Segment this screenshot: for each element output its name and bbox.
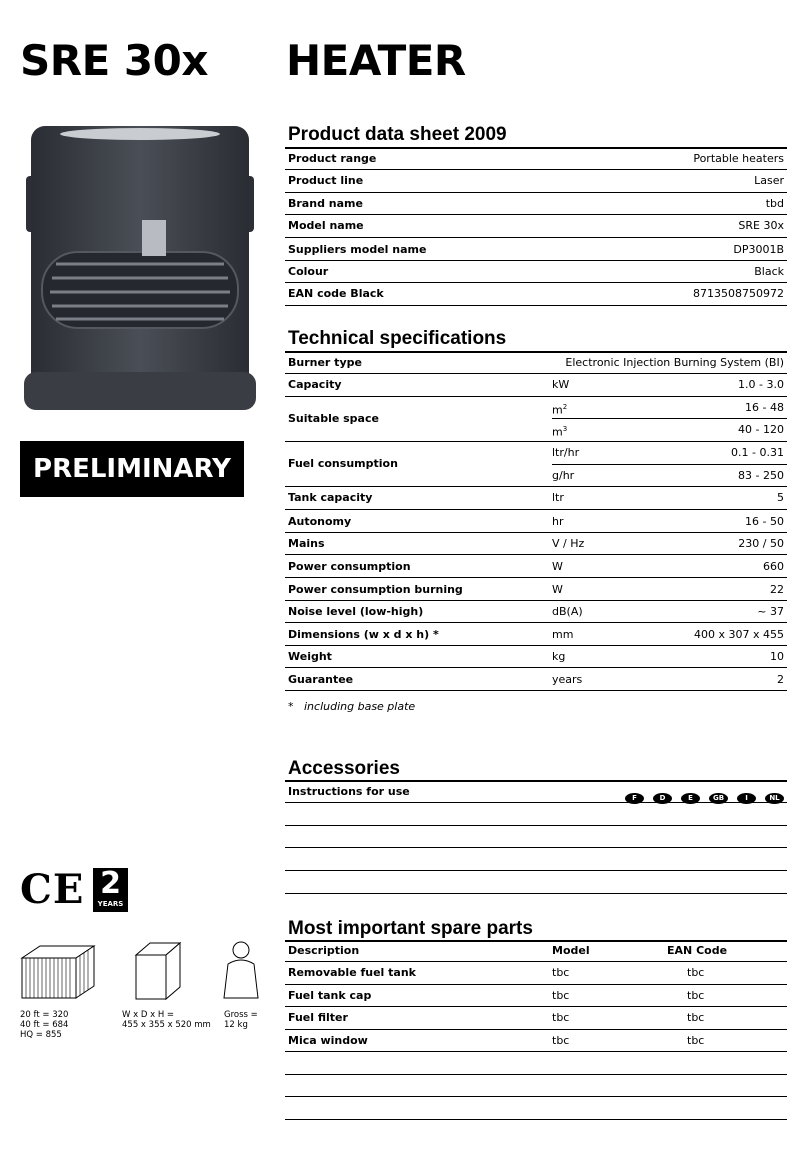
- product-line-label: Product line: [288, 174, 364, 187]
- colour-value: Black: [754, 265, 784, 278]
- model-title: SRE 30x: [20, 36, 208, 85]
- power-consumption-value: 660: [763, 560, 784, 573]
- dimensions-label: Dimensions (w x d x h) *: [288, 628, 439, 641]
- burner-type-value: Electronic Injection Burning System (BI): [565, 356, 784, 369]
- autonomy-label: Autonomy: [288, 515, 352, 528]
- brand-name-label: Brand name: [288, 197, 363, 210]
- divider: [285, 147, 787, 149]
- product-data-title: Product data sheet 2009: [288, 124, 507, 145]
- spare-header-ean: EAN Code: [667, 944, 728, 957]
- mains-unit: V / Hz: [552, 537, 585, 550]
- language-badge-f: F: [625, 793, 644, 804]
- product-range-value: Portable heaters: [693, 152, 784, 165]
- divider: [285, 690, 787, 691]
- spare-row-model: tbc: [552, 989, 570, 1002]
- weight-unit: kg: [552, 650, 566, 663]
- space-area-value: 16 - 48: [745, 401, 784, 414]
- spare-parts-title: Most important spare parts: [288, 918, 533, 939]
- burner-type-label: Burner type: [288, 356, 362, 369]
- autonomy-value: 16 - 50: [745, 515, 784, 528]
- divider: [285, 645, 787, 646]
- autonomy-unit: hr: [552, 515, 564, 528]
- spare-row-ean: tbc: [687, 1011, 705, 1024]
- tank-capacity-unit: ltr: [552, 491, 564, 504]
- language-badge-nl: NL: [765, 793, 784, 804]
- divider: [285, 260, 787, 261]
- spare-row-model: tbc: [552, 1034, 570, 1047]
- space-unit-area: $m^2$: [552, 403, 568, 417]
- divider: [285, 984, 787, 985]
- fuel-unit-ltr: ltr/hr: [552, 446, 580, 459]
- spare-header-description: Description: [288, 944, 360, 957]
- divider: [285, 396, 787, 397]
- weight-value: 10: [770, 650, 784, 663]
- divider: [285, 802, 787, 803]
- empty-row-line: [285, 825, 787, 826]
- power-burning-value: 22: [770, 583, 784, 596]
- footnote: * including base plate: [288, 700, 416, 713]
- fuel-consumption-label: Fuel consumption: [288, 457, 398, 470]
- fuel-ltr-value: 0.1 - 0.31: [731, 446, 784, 459]
- tech-specs-title: Technical specifications: [288, 328, 507, 349]
- fuel-g-value: 83 - 250: [738, 469, 784, 482]
- divider: [285, 169, 787, 170]
- divider: [285, 305, 787, 306]
- divider: [285, 961, 787, 962]
- spare-row-description: Removable fuel tank: [288, 966, 416, 979]
- ce-mark-icon: CE: [20, 866, 85, 913]
- space-unit-volume: $m^3$: [552, 425, 568, 439]
- divider: [285, 192, 787, 193]
- divider: [285, 214, 787, 215]
- spare-row-ean: tbc: [687, 1034, 705, 1047]
- suppliers-model-label: Suppliers model name: [288, 243, 427, 256]
- divider: [285, 441, 787, 442]
- colour-label: Colour: [288, 265, 329, 278]
- divider: [285, 509, 787, 510]
- model-name-label: Model name: [288, 219, 364, 232]
- tank-capacity-value: 5: [777, 491, 784, 504]
- suppliers-model-value: DP3001B: [733, 243, 784, 256]
- mains-value: 230 / 50: [738, 537, 784, 550]
- empty-row-line: [285, 847, 787, 848]
- spare-row-model: tbc: [552, 1011, 570, 1024]
- dimensions-unit: mm: [552, 628, 574, 641]
- capacity-label: Capacity: [288, 378, 342, 391]
- spare-row-description: Fuel tank cap: [288, 989, 372, 1002]
- divider: [285, 373, 787, 374]
- tank-capacity-label: Tank capacity: [288, 491, 373, 504]
- divider: [285, 1051, 787, 1052]
- empty-row-line: [285, 870, 787, 871]
- divider: [285, 940, 787, 942]
- gross-weight: Gross = 12 kg: [224, 1010, 258, 1030]
- divider: [285, 237, 787, 238]
- mains-label: Mains: [288, 537, 325, 550]
- empty-row-line: [285, 1096, 787, 1097]
- divider: [285, 554, 787, 555]
- spare-header-model: Model: [552, 944, 590, 957]
- divider: [285, 1029, 787, 1030]
- guarantee-label: Guarantee: [288, 673, 354, 686]
- space-volume-value: 40 - 120: [738, 423, 784, 436]
- divider: [285, 486, 787, 487]
- product-line-value: Laser: [754, 174, 784, 187]
- language-badge-gb: GB: [709, 793, 728, 804]
- spare-row-model: tbc: [552, 966, 570, 979]
- divider: [285, 282, 787, 283]
- capacity-unit: kW: [552, 378, 570, 391]
- divider: [285, 600, 787, 601]
- heater-product-image: [22, 124, 258, 414]
- divider: [285, 351, 787, 353]
- noise-level-label: Noise level (low-high): [288, 605, 424, 618]
- divider: [285, 1006, 787, 1007]
- brand-name-value: tbd: [765, 197, 784, 210]
- instructions-label: Instructions for use: [288, 785, 410, 798]
- noise-level-value: ~ 37: [757, 605, 784, 618]
- power-consumption-unit: W: [552, 560, 563, 573]
- power-burning-unit: W: [552, 583, 563, 596]
- model-name-value: SRE 30x: [738, 219, 784, 232]
- package-dimensions: W x D x H = 455 x 355 x 520 mm: [122, 1010, 211, 1030]
- language-badge-e: E: [681, 793, 700, 804]
- divider: [285, 622, 787, 623]
- guarantee-unit: years: [552, 673, 583, 686]
- preliminary-badge: PRELIMINARY: [20, 441, 244, 497]
- power-consumption-label: Power consumption: [288, 560, 411, 573]
- suitable-space-label: Suitable space: [288, 412, 379, 425]
- weight-label: Weight: [288, 650, 332, 663]
- divider: [285, 532, 787, 533]
- language-badge-d: D: [653, 793, 672, 804]
- product-range-label: Product range: [288, 152, 377, 165]
- capacity-value: 1.0 - 3.0: [738, 378, 784, 391]
- ean-code-label: EAN code Black: [288, 287, 384, 300]
- empty-row-line: [285, 1119, 787, 1120]
- empty-row-line: [285, 1074, 787, 1075]
- noise-level-unit: dB(A): [552, 605, 583, 618]
- container-capacity: 20 ft = 320 40 ft = 684 HQ = 855: [20, 1010, 69, 1040]
- divider: [285, 780, 787, 782]
- divider: [285, 667, 787, 668]
- spare-row-description: Fuel filter: [288, 1011, 348, 1024]
- dimensions-value: 400 x 307 x 455: [694, 628, 784, 641]
- divider: [552, 464, 787, 465]
- fuel-unit-g: g/hr: [552, 469, 575, 482]
- spare-row-ean: tbc: [687, 966, 705, 979]
- guarantee-value: 2: [777, 673, 784, 686]
- divider: [285, 577, 787, 578]
- accessories-title: Accessories: [288, 758, 400, 779]
- weight-icon: [220, 940, 262, 1002]
- product-type-title: HEATER: [286, 36, 466, 85]
- ean-code-value: 8713508750972: [693, 287, 784, 300]
- language-badge-i: I: [737, 793, 756, 804]
- shipping-container-icon: [20, 944, 96, 1002]
- divider: [552, 418, 787, 419]
- spare-row-description: Mica window: [288, 1034, 368, 1047]
- empty-row-line: [285, 893, 787, 894]
- two-year-warranty-icon: 2 YEARS: [93, 868, 128, 912]
- package-box-icon: [134, 941, 182, 1001]
- power-burning-label: Power consumption burning: [288, 583, 463, 596]
- spare-row-ean: tbc: [687, 989, 705, 1002]
